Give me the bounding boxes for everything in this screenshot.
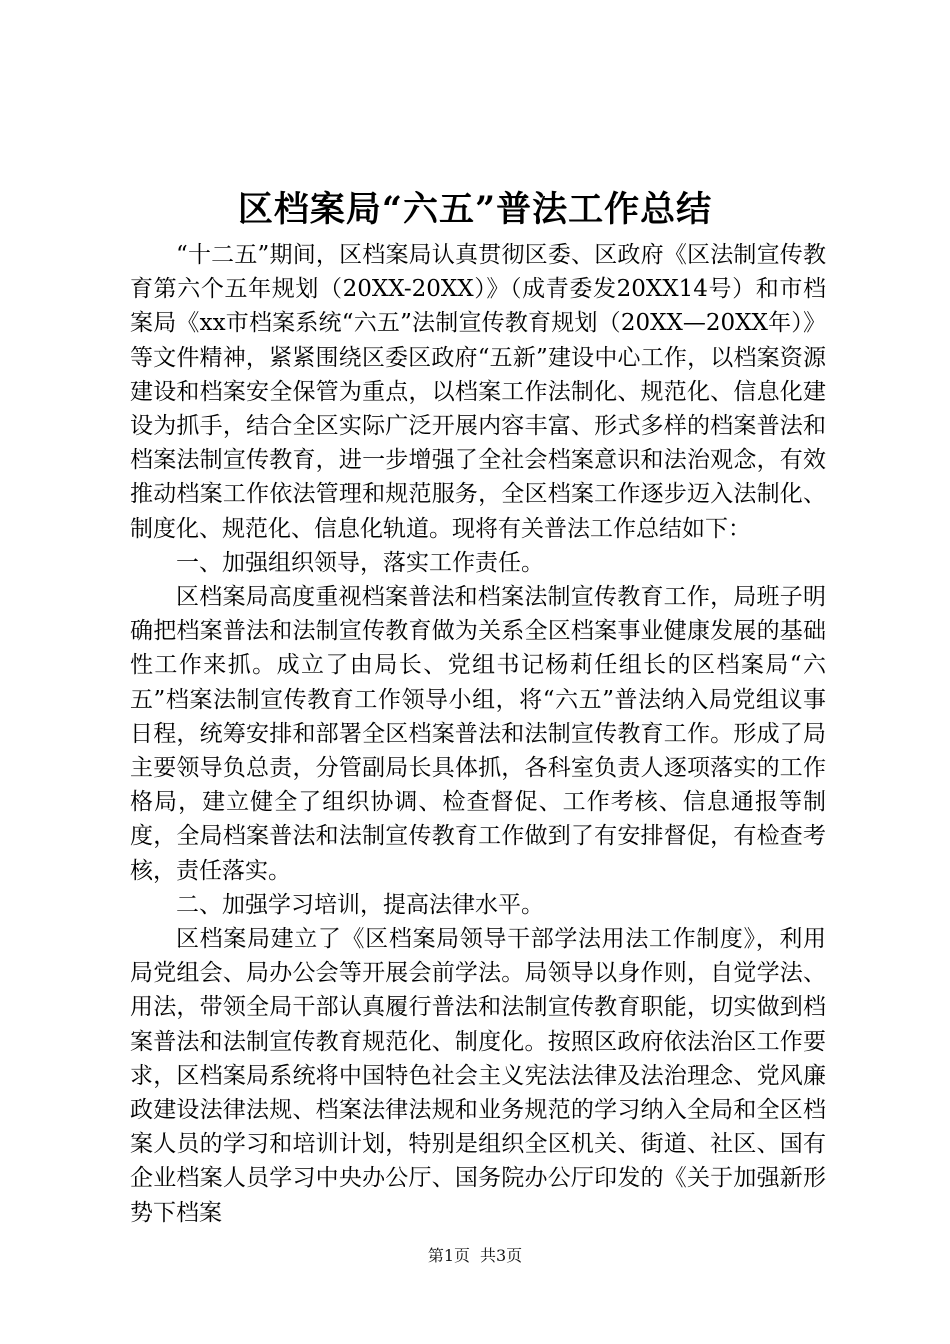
page-number: 第1页 (427, 1246, 470, 1265)
page-footer (0, 1246, 950, 1266)
document-body (130, 238, 826, 1230)
section-heading-2: 二、加强学习培训，提高法律水平。 (176, 891, 544, 918)
document-title: 区档案局“六五”普法工作总结 (237, 189, 713, 230)
paragraph-section-2: 区档案局建立了《区档案局领导干部学法用法工作制度》，利用局党组会、局办公会等开展会前学法。局领导以身作则，自觉学法、用法，带领全局干部认真履行普法和法制宣传教育职能，切实做到档案普法和法制宣传教育规范化、制度化。按照区政府依法治区工作要求，区档案局系统将中国特色社会主义宪法法律及法治理念、党风廉政建设法律法规、档案法律法规和业务规范的学习纳入全局和全区档案人员的学习和培训计划，特别是组织全区机关、街道、社区、国有企业档案人员学习中央办公厅、国务院办公厅印发的《关于加强新形势下档案 (130, 926, 826, 1226)
section-heading-1: 一、加强组织领导，落实工作责任。 (176, 549, 544, 576)
paragraph-intro: “十二五”期间，区档案局认真贯彻区委、区政府《区法制宣传教育第六个五年规划（20XX-20XX）》（成青委发20XX14号）和市档案局《xx市档案系统“六五”法制宣传教育规划（20XX—20XX年）》等文件精神，紧紧围绕区委区政府“五新”建设中心工作，以档案资源建设和档案安全保管为重点，以档案工作法制化、规范化、信息化建设为抓手，结合全区实际广泛开展内容丰富、形式多样的档案普法和档案法制宣传教育，进一步增强了全社会档案意识和法治观念，有效推动档案工作依法管理和规范服务，全区档案工作逐步迈入法制化、制度化、规范化、信息化轨道。现将有关普法工作总结如下： (130, 242, 826, 542)
page-total: 共3页 (480, 1246, 523, 1265)
paragraph-section-1: 区档案局高度重视档案普法和档案法制宣传教育工作，局班子明确把档案普法和法制宣传教育做为关系全区档案事业健康发展的基础性工作来抓。成立了由局长、党组书记杨莉任组长的区档案局“六五”档案法制宣传教育工作领导小组，将“六五”普法纳入局党组议事日程，统筹安排和部署全区档案普法和法制宣传教育工作。形成了局主要领导负总责，分管副局长具体抓，各科室负责人逐项落实的工作格局，建立健全了组织协调、检查督促、工作考核、信息通报等制度，全局档案普法和法制宣传教育工作做到了有安排督促，有检查考核，责任落实。 (130, 584, 826, 884)
